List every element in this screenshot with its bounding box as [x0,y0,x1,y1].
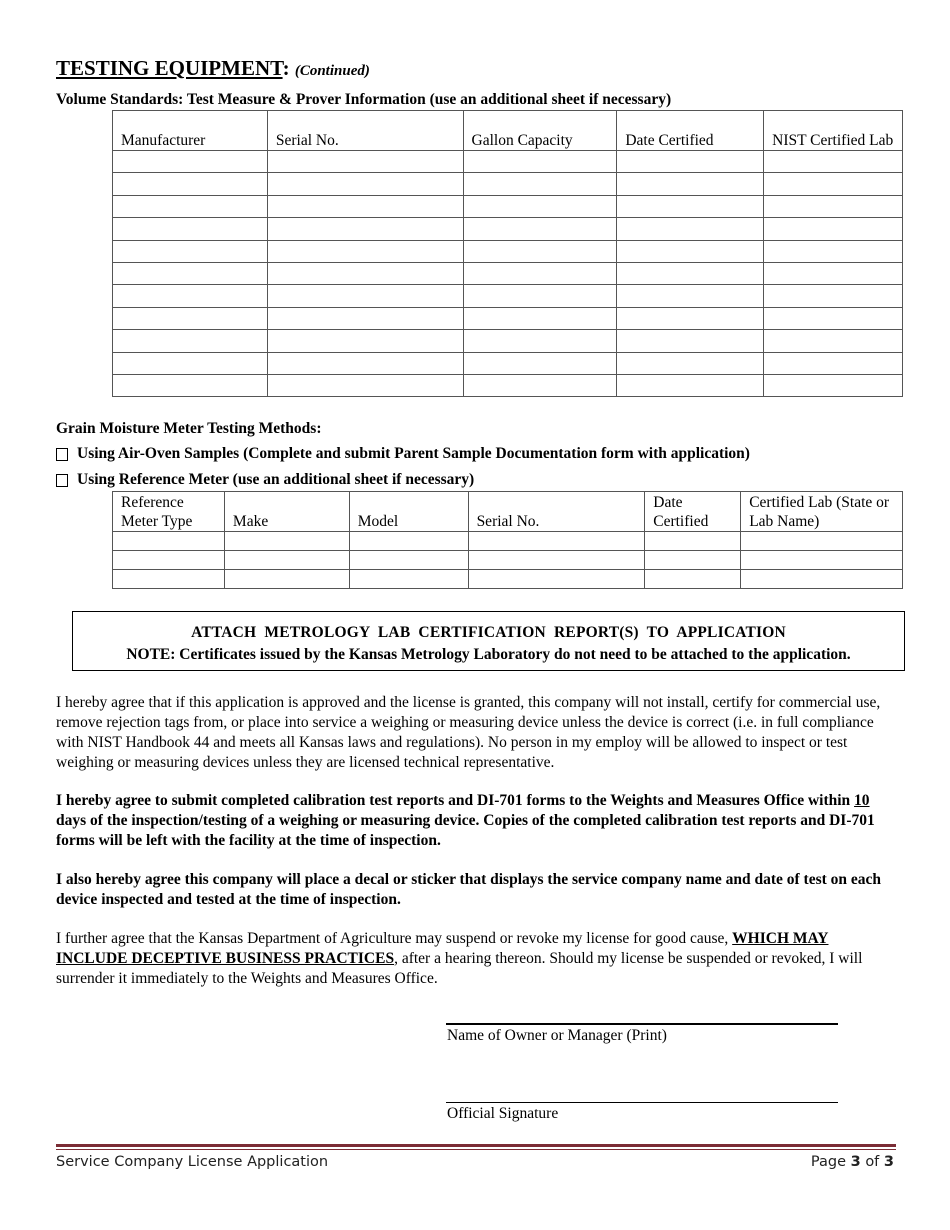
table-cell[interactable] [741,551,903,570]
table-cell[interactable] [764,240,903,262]
table-cell[interactable] [113,532,225,551]
air-oven-option[interactable] [56,445,750,463]
table-cell[interactable] [463,307,617,329]
table-cell[interactable] [764,262,903,284]
air-oven-label: Using Air-Oven Samples (Complete and submit Parent Sample Documentation form with application) [77,445,750,462]
table-cell[interactable] [113,307,268,329]
volume-table-row [113,307,903,329]
reference-meter-option[interactable] [56,471,474,489]
table-cell[interactable] [113,570,225,589]
table-cell[interactable] [113,330,268,352]
table-cell[interactable] [113,551,225,570]
volume-table-row [113,218,903,240]
page-word: Page [810,1154,846,1170]
table-cell[interactable] [741,570,903,589]
table-cell[interactable] [267,374,463,396]
table-cell[interactable] [764,374,903,396]
table-cell[interactable] [113,240,268,262]
table-cell[interactable] [463,285,617,307]
volume-table-row [113,352,903,374]
table-cell[interactable] [113,218,268,240]
reference-meter-label: Using Reference Meter (use an additional sheet if necessary) [77,471,475,488]
reference-table-row [113,532,903,551]
volume-table-row [113,262,903,284]
table-cell[interactable] [463,240,617,262]
signature-line[interactable] [446,1102,838,1103]
col-certified-lab: Certified Lab (State or Lab Name) [741,492,903,532]
notice-heading: ATTACH METROLOGY LAB CERTIFICATION REPORT(S) TO APPLICATION [191,624,786,641]
table-cell[interactable] [267,262,463,284]
table-cell[interactable] [617,151,764,173]
table-cell[interactable] [267,285,463,307]
table-cell[interactable] [617,330,764,352]
owner-name-label: Name of Owner or Manager (Print) [447,1027,667,1044]
col-date-certified: Date Certified [645,492,741,532]
title-colon: : [282,56,290,80]
table-cell[interactable] [113,151,268,173]
table-cell[interactable] [463,374,617,396]
col-serial-no: Serial No. [267,111,463,151]
p2-text-a: I hereby agree to submit completed calibration test reports and DI-701 forms to the Weights and Measures Office within [56,792,855,809]
p4-underlined: WHICH MAY INCLUDE DECEPTIVE BUSINESS PRACTICES [56,930,829,967]
table-cell[interactable] [645,532,741,551]
footer-form-name: Service Company License Application [56,1154,329,1170]
p4-text-b: , after a hearing thereon. Should my license be suspended or revoked, I will surrender it immediately to the Weights and Measures Office. [56,950,863,987]
table-cell[interactable] [113,262,268,284]
certification-notice-box [72,611,905,671]
table-cell[interactable] [764,218,903,240]
volume-table-row [113,195,903,217]
agreement-paragraph-4 [56,929,894,989]
table-cell[interactable] [764,151,903,173]
volume-standards-heading: Volume Standards: Test Measure & Prover Information (use an additional sheet if necessary) [56,91,672,108]
air-oven-checkbox[interactable] [56,448,68,461]
table-cell[interactable] [463,151,617,173]
table-cell[interactable] [463,173,617,195]
col-make: Make [224,492,349,532]
reference-header-row [113,492,903,532]
table-cell[interactable] [463,262,617,284]
agreement-paragraph-2 [56,791,894,851]
table-cell[interactable] [463,218,617,240]
table-cell[interactable] [617,262,764,284]
table-cell[interactable] [267,151,463,173]
volume-table-row [113,285,903,307]
p2-text-b: days of the inspection/testing of a weighing or measuring device. Copies of the completed calibration test reports and DI-701 forms will be left with the facility at the time of inspection. [56,812,875,849]
volume-table-row [113,151,903,173]
col-model: Model [349,492,468,532]
table-cell[interactable] [617,173,764,195]
table-cell[interactable] [764,352,903,374]
table-cell[interactable] [267,173,463,195]
p4-text-a: I further agree that the Kansas Department of Agriculture may suspend or revoke my license for good cause, [56,930,733,947]
section-title: TESTING EQUIPMENT [56,56,283,80]
footer-page-number [811,1154,894,1170]
table-cell[interactable] [463,352,617,374]
table-cell[interactable] [113,352,268,374]
col-gallon-capacity: Gallon Capacity [463,111,617,151]
table-cell[interactable] [267,330,463,352]
volume-standards-table [112,110,903,397]
footer-rule [56,1144,896,1147]
table-cell[interactable] [764,195,903,217]
table-cell[interactable] [224,551,349,570]
table-cell[interactable] [764,330,903,352]
reference-table-row [113,551,903,570]
grain-moisture-heading: Grain Moisture Meter Testing Methods: [56,420,322,437]
volume-table-row [113,330,903,352]
notice-note: NOTE: Certificates issued by the Kansas Metrology Laboratory do not need to be attached to the application. [126,646,851,663]
volume-table-row [113,173,903,195]
agreement-paragraph-3: I also hereby agree this company will place a decal or sticker that displays the service company name and date of test on each device inspected and tested at the time of inspection. [56,871,882,908]
of-word: of [865,1154,880,1170]
col-manufacturer: Manufacturer [113,111,268,151]
col-serial-no: Serial No. [468,492,645,532]
table-cell[interactable] [468,551,645,570]
reference-table-row [113,570,903,589]
page-current: 3 [850,1154,861,1170]
col-date-certified: Date Certified [617,111,764,151]
table-cell[interactable] [349,532,468,551]
table-cell[interactable] [468,570,645,589]
table-cell[interactable] [224,570,349,589]
owner-name-line[interactable] [446,1023,838,1025]
table-cell[interactable] [764,173,903,195]
table-cell[interactable] [267,240,463,262]
table-cell[interactable] [645,570,741,589]
table-cell[interactable] [224,532,349,551]
table-cell[interactable] [267,307,463,329]
table-cell[interactable] [468,532,645,551]
table-cell[interactable] [267,218,463,240]
table-cell[interactable] [764,285,903,307]
table-cell[interactable] [741,532,903,551]
agreement-paragraph-1: I hereby agree that if this application is approved and the license is granted, this company will not install, certify for commercial use, remove rejection tags from, or place into service a weighing or measuring device unless the device is correct (i.e. in full compliance with NIST Handbook 44 and meets all Kansas laws and regulations). No person in my employ will be allowed to inspect or test weighing or measuring devices unless they are licensed technical representative. [56,694,881,771]
table-cell[interactable] [617,240,764,262]
volume-table-row [113,374,903,396]
col-reference-meter-type: Reference Meter Type [113,492,225,532]
volume-table-row [113,240,903,262]
table-cell[interactable] [617,285,764,307]
table-cell[interactable] [617,307,764,329]
table-cell[interactable] [113,285,268,307]
table-cell[interactable] [617,195,764,217]
table-cell[interactable] [349,570,468,589]
table-cell[interactable] [349,551,468,570]
reference-meter-table [112,491,903,589]
col-nist-certified-lab: NIST Certified Lab [764,111,903,151]
table-cell[interactable] [764,307,903,329]
table-cell[interactable] [113,195,268,217]
continued-label: (Continued) [294,63,370,79]
signature-label: Official Signature [447,1105,559,1122]
table-cell[interactable] [617,218,764,240]
volume-header-row [113,111,903,151]
reference-meter-checkbox[interactable] [56,474,68,487]
footer-rule-thin [56,1149,896,1150]
table-cell[interactable] [113,374,268,396]
table-cell[interactable] [463,195,617,217]
table-cell[interactable] [617,352,764,374]
table-cell[interactable] [463,330,617,352]
table-cell[interactable] [113,173,268,195]
table-cell[interactable] [617,374,764,396]
table-cell[interactable] [645,551,741,570]
p2-days: 10 [854,792,870,809]
page-total: 3 [883,1154,894,1170]
page-title [56,56,370,81]
table-cell[interactable] [267,195,463,217]
table-cell[interactable] [267,352,463,374]
